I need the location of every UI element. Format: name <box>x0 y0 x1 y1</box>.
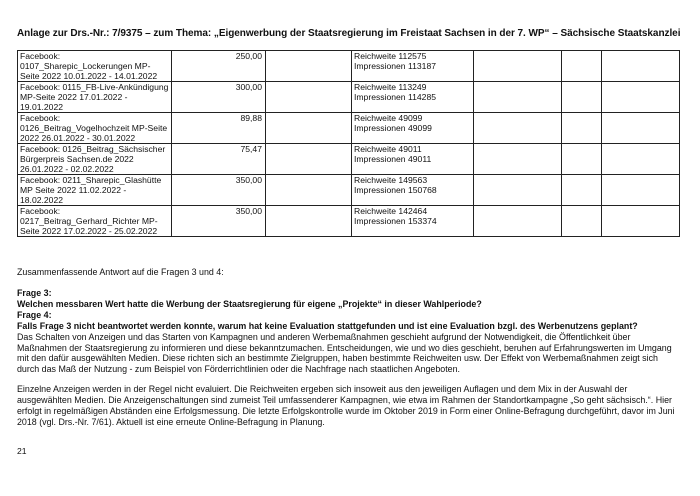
summary-heading: Zusammenfassende Antwort auf die Fragen 3 und 4: <box>17 267 224 277</box>
cell-empty <box>602 82 680 113</box>
cell-empty <box>474 113 562 144</box>
table-row <box>18 51 680 82</box>
cell-metrics: Reichweite 142464 Impressionen 153374 <box>352 206 474 237</box>
cell-empty <box>562 82 602 113</box>
cell-empty <box>562 144 602 175</box>
table-row <box>18 175 680 206</box>
table-row <box>18 206 680 237</box>
cell-cost: 300,00 <box>172 82 266 113</box>
table-row <box>18 113 680 144</box>
cell-ad-name: Facebook: 0126_Beitrag_Vogelhochzeit MP-Seite 2022 26.01.2022 - 30.01.2022 <box>18 113 172 144</box>
cell-metrics: Reichweite 49011 Impressionen 49011 <box>352 144 474 175</box>
cell-metrics: Reichweite 112575 Impressionen 113187 <box>352 51 474 82</box>
cell-empty <box>266 51 352 82</box>
cell-empty <box>266 206 352 237</box>
cell-cost: 350,00 <box>172 175 266 206</box>
cell-cost: 350,00 <box>172 206 266 237</box>
cell-ad-name: Facebook: 0211_Sharepic_Glashütte MP Seite 2022 11.02.2022 - 18.02.2022 <box>18 175 172 206</box>
cell-empty <box>562 206 602 237</box>
frage3-label: Frage 3: <box>17 288 52 298</box>
answer-paragraph-2: Einzelne Anzeigen werden in der Regel nicht evaluiert. Die Reichweiten ergeben sich insoweit aus den jeweiligen Auflagen und dem Mix in der Auswahl der ausgewählten Medien. Die Anzeigenschaltungen sind zumeist Teil umfassenderer Kampagnen, wie etwa im Rahmen der Standortkampagne „So geht sächsisch.“. Hier erfolgt in regelmäßigen Abständen eine Erfolgsmessung. Die letzte Erfolgskontrolle wurde im Oktober 2019 in Form einer Online-Befragung durchgeführt, davor im Juni 2018 (vgl. Drs.-Nr. 7/61). Aktuell ist eine erneute Online-Befragung in Planung. <box>17 384 675 427</box>
cell-cost: 75,47 <box>172 144 266 175</box>
table-row <box>18 82 680 113</box>
cell-empty <box>474 144 562 175</box>
answer-paragraph-1: Das Schalten von Anzeigen und das Starten von Kampagnen und anderen Werbemaßnahmen geschieht aufgrund der Notwendigkeit, die Öffentlichkeit über Maßnahmen der Staatsregierung zu informieren und diese bekanntzumachen. Entscheidungen, wie und wo dies geschieht, beruhen auf Erfahrungswerten im Umgang mit den dafür ausgewählten Medien. Diese richten sich an bestimmte Zielgruppen, haben bestimmte Reichweiten usw. Der Effekt von Werbemaßnahmen zeigt sich durch das Maß der Nutzung - zum Beispiel von Förderrichtlinien oder die Nachfrage nach staatlichen Angeboten. <box>17 331 672 375</box>
cell-metrics: Reichweite 149563 Impressionen 150768 <box>352 175 474 206</box>
document-header: Anlage zur Drs.-Nr.: 7/9375 – zum Thema: „Eigenwerbung der Staatsregierung im Freistaat Sachsen in der 7. WP“ – Sächsische Staatskanzlei <box>17 28 681 39</box>
cell-ad-name: Facebook: 0217_Beitrag_Gerhard_Richter MP-Seite 2022 17.02.2022 - 25.02.2022 <box>18 206 172 237</box>
cell-ad-name: Facebook: 0115_FB-Live-Ankündigung MP-Seite 2022 17.01.2022 - 19.01.2022 <box>18 82 172 113</box>
cell-ad-name: Facebook: 0126_Beitrag_Sächsischer Bürgerpreis Sachsen.de 2022 26.01.2022 - 02.02.2022 <box>18 144 172 175</box>
cell-empty <box>474 175 562 206</box>
expense-table <box>17 50 680 237</box>
cell-empty <box>266 144 352 175</box>
cell-empty <box>474 206 562 237</box>
cell-empty <box>474 82 562 113</box>
cell-empty <box>602 113 680 144</box>
page-number: 21 <box>17 446 27 456</box>
table-row <box>18 144 680 175</box>
cell-empty <box>266 175 352 206</box>
frage4-label: Frage 4: <box>17 309 52 320</box>
cell-ad-name: Facebook: 0107_Sharepic_Lockerungen MP-Seite 2022 10.01.2022 - 14.01.2022 <box>18 51 172 82</box>
cell-empty <box>602 206 680 237</box>
cell-metrics: Reichweite 49099 Impressionen 49099 <box>352 113 474 144</box>
answer-section <box>17 288 681 428</box>
cell-empty <box>474 51 562 82</box>
cell-empty <box>602 144 680 175</box>
frage3-text: Welchen messbaren Wert hatte die Werbung der Staatsregierung für eigene „Projekte“ in dieser Wahlperiode? <box>17 298 482 309</box>
cell-empty <box>266 113 352 144</box>
cell-cost: 89,88 <box>172 113 266 144</box>
cell-cost: 250,00 <box>172 51 266 82</box>
cell-empty <box>562 51 602 82</box>
cell-empty <box>602 51 680 82</box>
cell-empty <box>562 113 602 144</box>
cell-empty <box>266 82 352 113</box>
frage4-text: Falls Frage 3 nicht beantwortet werden konnte, warum hat keine Evaluation stattgefunden und ist eine Evaluation bzgl. des Werbenutzens geplant? <box>17 320 638 331</box>
cell-metrics: Reichweite 113249 Impressionen 114285 <box>352 82 474 113</box>
cell-empty <box>562 175 602 206</box>
cell-empty <box>602 175 680 206</box>
